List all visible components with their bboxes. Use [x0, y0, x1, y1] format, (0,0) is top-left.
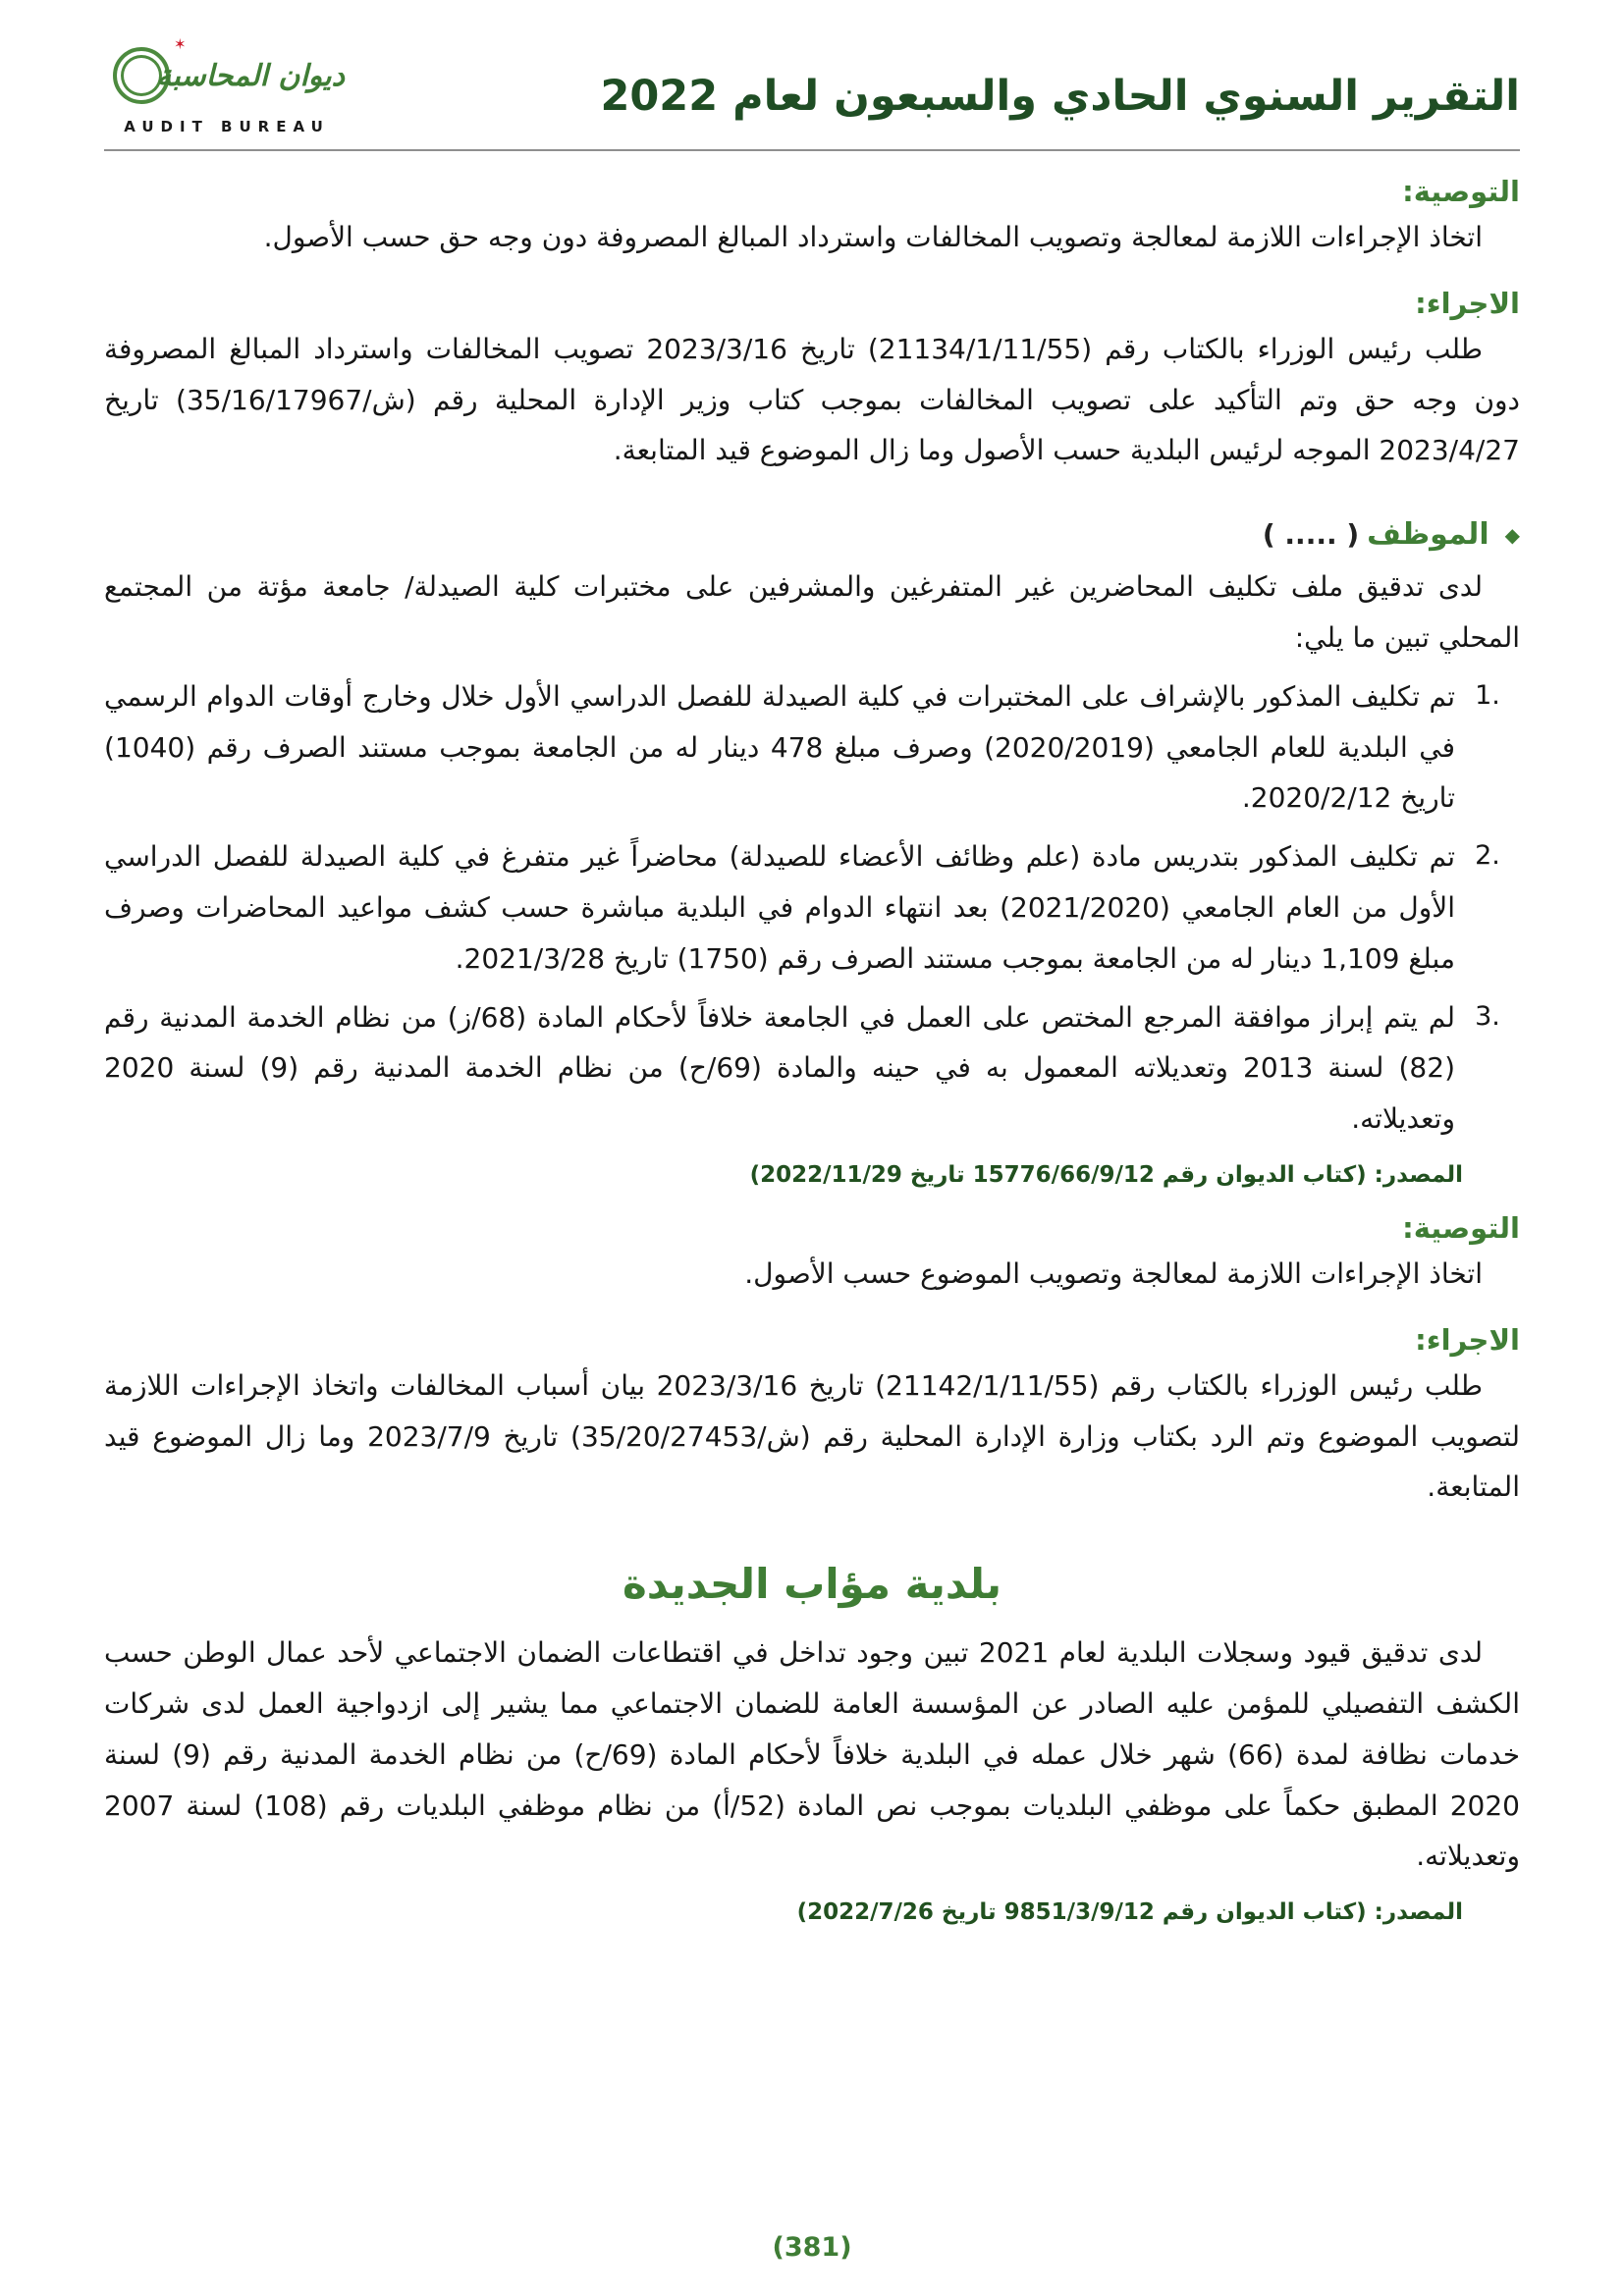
list-item-3-number: 3.	[1475, 1000, 1500, 1032]
source-line-1: المصدر: (كتاب الديوان رقم 15776/66/9/12 تاريخ 2022/11/29)	[749, 1161, 1463, 1188]
page-header	[104, 35, 1520, 135]
report-title: التقرير السنوي الحادي والسبعون لعام 2022	[600, 72, 1520, 121]
action-2-body: طلب رئيس الوزراء بالكتاب رقم (21142/1/11/55) تاريخ 2023/3/16 بيان أسباب المخالفات واتخاذ الإجراءات اللازمة لتصويب الموضوع وتم الرد بكتاب وزارة الإدارة المحلية رقم (ش/35/20/27453) تاريخ 2023/7/9 وما زال الموضوع قيد المتابعة.	[104, 1368, 1520, 1504]
list-item-3	[104, 992, 1520, 1145]
page-footer	[0, 2232, 1624, 2263]
recommendation-1-body: اتخاذ الإجراءات اللازمة لمعالجة وتصويب المخالفات واسترداد المبالغ المصروفة دون وجه حق حسب الأصول.	[263, 221, 1483, 253]
recommendation-2-body: اتخاذ الإجراءات اللازمة لمعالجة وتصويب الموضوع حسب الأصول.	[744, 1256, 1483, 1290]
list-item-1-number: 1.	[1475, 679, 1500, 711]
list-item-2-number: 2.	[1475, 840, 1500, 872]
numbered-list	[104, 671, 1520, 1145]
employee-intro: لدى تدقيق ملف تكليف المحاضرين غير المتفرغين والمشرفين على مختبرات كلية الصيدلة/ جامعة مؤتة من المجتمع المحلي تبين ما يلي:	[104, 570, 1520, 654]
employee-title-suffix: ( ..... )	[1262, 518, 1360, 552]
logo-red-star-icon: ✶	[174, 35, 187, 53]
municipality-body: لدى تدقيق قيود وسجلات البلدية لعام 2021 تبين وجود تداخل في اقتطاعات الضمان الاجتماعي لأحد عمال الوطن حسب الكشف التفصيلي للمؤمن عليه الصادر عن المؤسسة العامة للضمان الاجتماعي مما يشير إلى ازدواجية العمل لدى شركات خدمات نظافة لمدة (66) شهر خلال عمله في البلدية خلافاً لأحكام المادة (69/ح) من نظام الخدمة المدنية رقم (9) لسنة 2020 المطبق حكماً على موظفي البلديات بموجب نص المادة (52/أ) من نظام موظفي البلديات رقم (108) لسنة 2007 وتعديلاته.	[104, 1636, 1521, 1873]
list-item-3-text: لم يتم إبراز موافقة المرجع المختص على العمل في الجامعة خلافاً لأحكام المادة (68/ز) من نظام الخدمة المدنية رقم (82) لسنة 2013 وتعديلاته المعمول به في حينه والمادة (69/ح) من نظام الخدمة المدنية رقم (9) لسنة 2020 وتعديلاته.	[104, 1000, 1456, 1136]
logo-english-name: AUDIT BUREAU	[124, 118, 330, 135]
action-2-label: الاجراء:	[1415, 1322, 1520, 1357]
list-item-2	[104, 831, 1520, 984]
employee-section-header	[104, 517, 1520, 552]
list-item-1-text: تم تكليف المذكور بالإشراف على المختبرات في كلية الصيدلة للفصل الدراسي الأول خلال وخارج أوقات الدوام الرسمي في البلدية للعام الجامعي (2020/2019) وصرف مبلغ 478 دينار له من الجامعة بموجب مستند الصرف رقم (1040) تاريخ 2020/2/12.	[104, 679, 1455, 815]
source-line-2: المصدر: (كتاب الديوان رقم 9851/3/9/12 تاريخ 2022/7/26)	[796, 1899, 1463, 1926]
page-number: (381)	[772, 2232, 852, 2263]
employee-section-title: الموظف	[1367, 517, 1489, 553]
audit-bureau-logo	[104, 35, 350, 135]
logo-calligraphy	[109, 35, 345, 114]
recommendation-2-label: التوصية:	[1402, 1210, 1520, 1245]
logo-arabic-name: ديوان المحاسبة	[156, 59, 345, 93]
diamond-bullet-icon: ◆	[1504, 522, 1520, 547]
action-1-label: الاجراء:	[1415, 286, 1520, 320]
action-1-body: طلب رئيس الوزراء بالكتاب رقم (21134/1/11/55) تاريخ 2023/3/16 تصويب المخالفات واسترداد المبالغ المصروفة دون وجه حق وتم التأكيد على تصويب المخالفات بموجب كتاب وزير الإدارة المحلية رقم (ش/35/16/17967) تاريخ 2023/4/27 الموجه لرئيس البلدية حسب الأصول وما زال الموضوع قيد المتابعة.	[104, 332, 1520, 467]
header-divider	[104, 149, 1520, 151]
list-item-1	[104, 671, 1520, 824]
recommendation-1-label: التوصية:	[1402, 175, 1520, 208]
municipality-heading: بلدية مؤاب الجديدة	[622, 1560, 1002, 1609]
list-item-2-text: تم تكليف المذكور بتدريس مادة (علم وظائف الأعضاء للصيدلة) محاضراً غير متفرغ في كلية الصيدلة للفصل الدراسي الأول من العام الجامعي (2021/2020) بعد انتهاء الدوام في البلدية مباشرة حسب كشف مواعيد المحاضرات وصرف مبلغ 1,109 دينار له من الجامعة بموجب مستند الصرف رقم (1750) تاريخ 2021/3/28.	[104, 840, 1455, 975]
